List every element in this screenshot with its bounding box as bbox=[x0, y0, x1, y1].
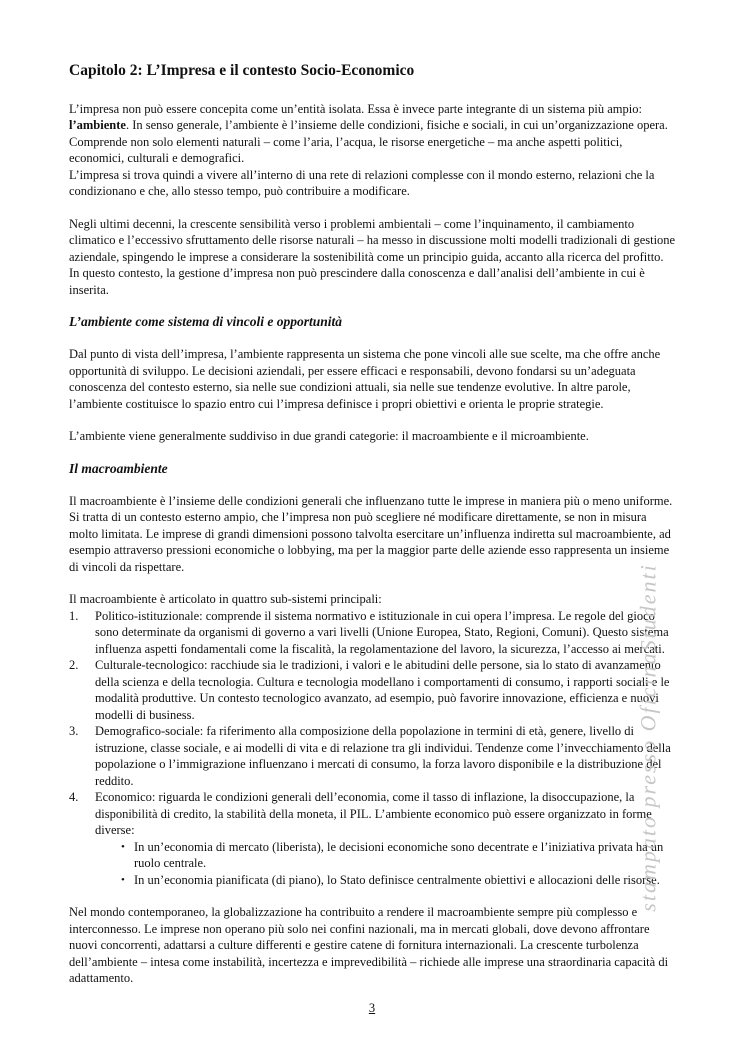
macro-list-intro: Il macroambiente è articolato in quattro sub-sistemi principali: bbox=[69, 592, 382, 607]
vincoli-paragraph-1: Dal punto di vista dell’impresa, l’ambiente rappresenta un sistema che pone vincoli alle sue scelte, ma che offre anche opportunità di sviluppo. Le decisioni aziendali, per essere efficaci e responsabili, devono fondarsi su un’adeguata conoscenza del contesto esterno, sia nelle sue condizioni attuali, sia nelle sue tendenze evolutive. In altre parole, l’ambiente costituisce lo spazio entro cui l’impresa definisce i propri obiettivi e orienta le proprie strategie. bbox=[69, 347, 661, 411]
list-item-text: Demografico-sociale: fa riferimento alla composizione della popolazione in termini di età, genere, livello di istruzione, classe sociale, e ai modelli di vita e di relazione tra gli individui. Tendenze come l’invecchiamento della popolazione o l’immigrazione influenzano i mercati di consumo, la forza lavoro disponibile e la distribuzione del reddito. bbox=[95, 724, 671, 788]
economia-bullet-list bbox=[69, 839, 677, 889]
bullet-item-text: In un’economia di mercato (liberista), le decisioni economiche sono decentrate e l’iniziativa privata ha un ruolo centrale. bbox=[134, 839, 664, 871]
macro-closing-paragraph: Nel mondo contemporaneo, la globalizzazione ha contribuito a rendere il macroambiente sempre più complesso e interconnesso. Le imprese non operano più solo nei confini nazionali, ma in mercati globali, dove devono affrontare nuovi concorrenti, adattarsi a culture differenti e gestire catene di fornitura internazionali. La crescente turbolenza dell’ambiente – intesa come instabilità, incertezza e imprevedibilità – richiede alle imprese una straordinaria capacità di adattamento. bbox=[69, 905, 669, 986]
bullet-icon: • bbox=[121, 840, 125, 853]
list-item-culturale bbox=[69, 657, 677, 723]
intro-paragraph-1 bbox=[69, 101, 677, 167]
intro-p1-bold-term: l’ambiente bbox=[69, 118, 126, 133]
list-item-number: 2. bbox=[69, 658, 79, 673]
bullet-item-text: In un’economia pianificata (di piano), lo Stato definisce centralmente obiettivi e allocazioni delle risorse. bbox=[134, 872, 660, 887]
macro-subsystems-list bbox=[69, 608, 677, 839]
bullet-icon: • bbox=[121, 873, 125, 886]
intro-paragraph-2: L’impresa si trova quindi a vivere all’interno di una rete di relazioni complesse con il mondo esterno, relazioni che la condizionano e che, allo stesso tempo, può contribuire a modificare. bbox=[69, 167, 655, 199]
list-item-number: 4. bbox=[69, 790, 79, 805]
chapter-title: Capitolo 2: L’Impresa e il contesto Socio-Economico bbox=[69, 62, 415, 79]
list-item-number: 3. bbox=[69, 724, 79, 739]
list-item-text: Politico-istituzionale: comprende il sistema normativo e istituzionale in cui opera l’impresa. Le regole del gioco sono determinate da organismi di governo a vari livelli (Unione Europea, Stato, Regioni, Comuni). Questo sistema influenza aspetti fondamentali come la fiscalità, la regolamentazione del lavoro, la sicurezza, l’accesso ai mercati. bbox=[95, 608, 669, 656]
list-item-text: Culturale-tecnologico: racchiude sia le tradizioni, i valori e le abitudini delle persone, sia lo stato di avanzamento della scienza e della tecnologia. Cultura e tecnologia modellano i comportamenti di consumo, i rapporti sociali e le modalità produttive. Un contesto tecnologico avanzato, ad esempio, può favorire innovazione, efficienza e nuovi modelli di business. bbox=[95, 658, 670, 722]
list-item-economico bbox=[69, 789, 677, 839]
intro-paragraph-3: Negli ultimi decenni, la crescente sensibilità verso i problemi ambientali – come l’inquinamento, il cambiamento climatico e l’eccessivo sfruttamento delle risorse naturali – ha messo in discussione molti modelli tradizionali di gestione aziendale, spingendo le imprese a considerare la sostenibilità come un principio guida, accanto alla ricerca del profitto. In questo contesto, la gestione d’impresa non può prescindere dalla conoscenza e dall’analisi dell’ambiente in cui è inserita. bbox=[69, 216, 676, 297]
section-heading-macroambiente: Il macroambiente bbox=[69, 460, 168, 476]
bullet-item-mercato bbox=[69, 839, 677, 872]
bullet-item-pianificata bbox=[69, 872, 677, 889]
page-number: 3 bbox=[368, 1001, 376, 1015]
list-item-demografico bbox=[69, 723, 677, 789]
section-heading-vincoli: L’ambiente come sistema di vincoli e opportunità bbox=[69, 314, 342, 330]
macro-paragraph-1: Il macroambiente è l’insieme delle condizioni generali che influenzano tutte le imprese in maniera più o meno uniforme. Si tratta di un contesto esterno ampio, che l’impresa non può scegliere né modificare direttamente, se non in misura molto limitata. Le imprese di grandi dimensioni possono talvolta esercitare un’influenza indiretta sul macroambiente, ad esempio attraverso pressioni economiche o lobbying, ma per la maggior parte delle aziende esso rappresenta un insieme di vincoli da rispettare. bbox=[69, 493, 673, 574]
intro-p1-pre: L’impresa non può essere concepita come un’entità isolata. Essa è invece parte integrante di un sistema più ampio: bbox=[69, 101, 642, 116]
vincoli-paragraph-2: L’ambiente viene generalmente suddiviso in due grandi categorie: il macroambiente e il microambiente. bbox=[69, 429, 589, 444]
intro-p1-post: . In senso generale, l’ambiente è l’insieme delle condizioni, fisiche e sociali, in cui un’organizzazione opera. Comprende non solo elementi naturali – come l’aria, l’acqua, le risorse energetiche – ma anche aspetti politici, economici, culturali e demografici. bbox=[69, 118, 668, 166]
list-item-politico bbox=[69, 608, 677, 658]
list-item-text: Economico: riguarda le condizioni generali dell’economia, come il tasso di inflazione, la disoccupazione, la disponibilità di credito, la stabilità della moneta, il PIL. L’ambiente economico può essere organizzato in forme diverse: bbox=[95, 790, 652, 838]
watermark: stampato presso OficinaStudenti bbox=[635, 563, 661, 912]
list-item-number: 1. bbox=[69, 608, 79, 623]
